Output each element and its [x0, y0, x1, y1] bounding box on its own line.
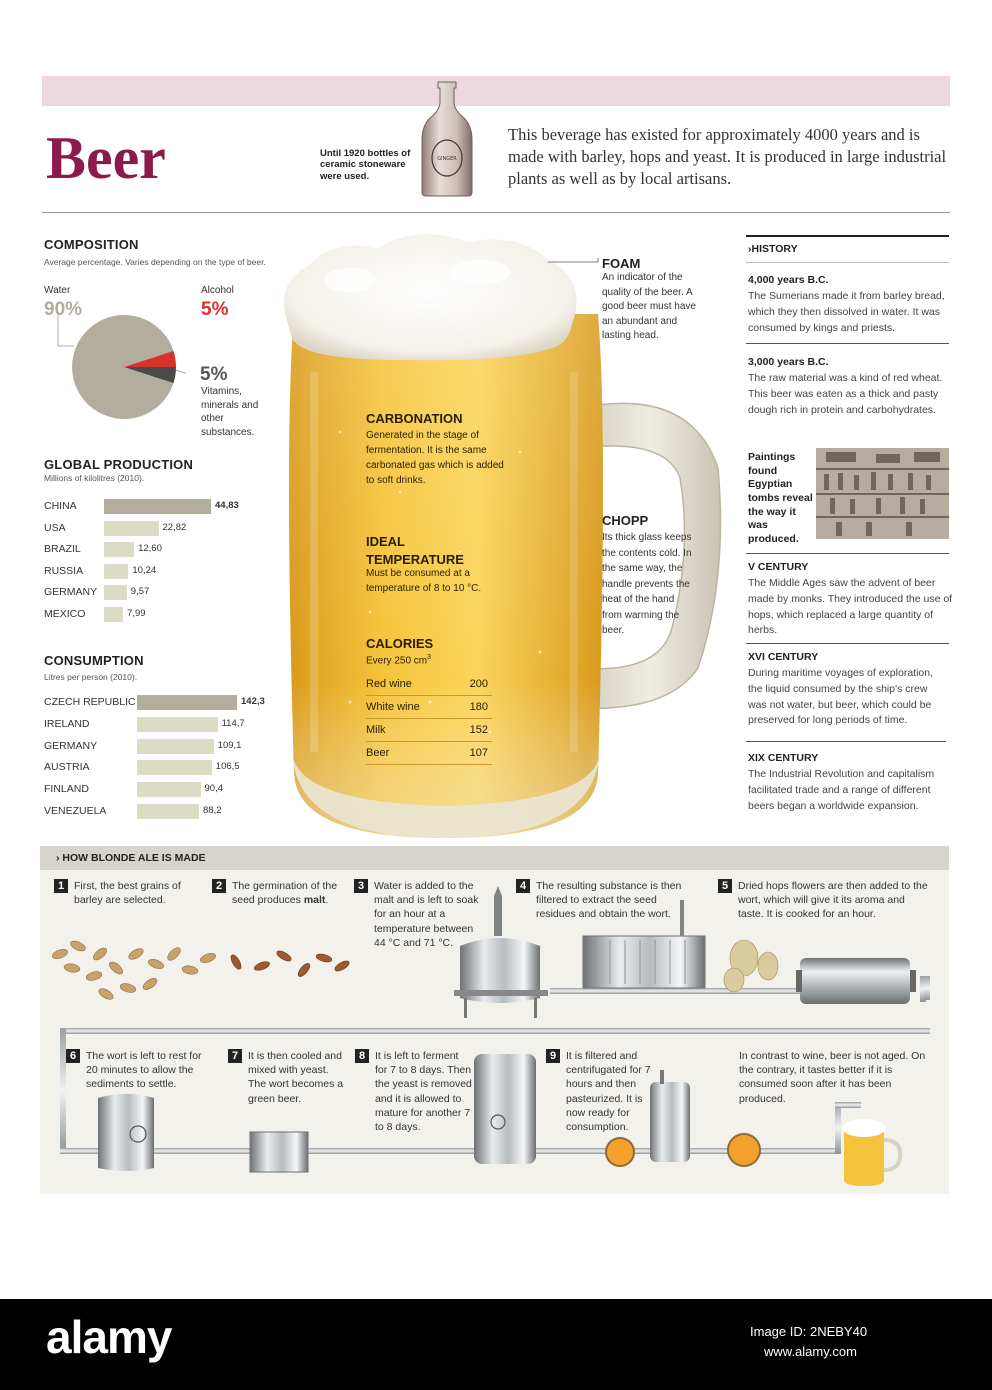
calories-unit-exponent: 3: [427, 654, 432, 661]
other-label: Vitamins, minerals and other substances.: [201, 386, 259, 438]
history-item-title: 3,000 years B.C.: [748, 356, 829, 368]
process-step: [212, 879, 352, 907]
bar-row: [44, 498, 294, 516]
process-step: [354, 879, 494, 950]
bar-row: [44, 694, 294, 712]
step-text: First, the best grains of barley are selected.: [74, 880, 181, 907]
history-item-text: The Industrial Revolution and capitalism facilitated trade and a range of different beers began a worldwide expansion.: [748, 768, 935, 812]
process-step: [546, 1049, 676, 1134]
bar-value-label: 10,24: [132, 564, 157, 576]
page-title: Beer: [46, 125, 166, 191]
bar-value-label: 109,1: [217, 739, 242, 751]
bar-row: [44, 781, 294, 799]
header-divider: [42, 212, 950, 213]
process-step: [66, 1049, 216, 1092]
calories-unit: Every 250 cm: [366, 655, 428, 667]
step-text-emphasis: malt: [303, 894, 326, 907]
history-item-title: XVI CENTURY: [748, 651, 819, 663]
calorie-row: [366, 675, 492, 696]
history-divider: [746, 343, 949, 344]
water-value: 90%: [44, 299, 83, 320]
alcohol-value: 5%: [201, 299, 229, 320]
bar: [104, 607, 123, 622]
history-item-text: During maritime voyages of exploration, the liquid consumed by the ship's crew was not water, but beer, which could be preserved for long periods of time.: [748, 667, 934, 727]
process-step: [54, 879, 204, 907]
bar-category-label: USA: [44, 521, 66, 534]
history-item-text: The Sumerians made it from barley bread, which they then dissolved in water. It was consumed by kings and priests.: [748, 290, 945, 334]
bar-value-label: 44,83: [215, 500, 239, 511]
water-label: Water: [44, 285, 71, 296]
calorie-name: Red wine: [366, 678, 412, 690]
history-item-text: The raw material was a kind of red wheat. This beer was eaten as a thick and pasty dough rich in protein and carbohydrates.: [748, 372, 943, 416]
bar-row: [44, 738, 294, 756]
composition-title: COMPOSITION: [44, 237, 139, 252]
bar: [104, 542, 134, 557]
bar: [104, 521, 159, 536]
step-text: [232, 879, 344, 907]
history-divider: [746, 262, 949, 263]
calorie-value: 200: [469, 678, 488, 690]
bar-value-label: 106,5: [215, 761, 240, 773]
step-number: 2: [212, 879, 226, 893]
process-step: [516, 879, 706, 922]
bar-value-label: 12,60: [138, 543, 162, 555]
alcohol-label: Alcohol: [201, 285, 234, 296]
step-number: 9: [546, 1049, 560, 1063]
step-number: 5: [718, 879, 732, 893]
bar-value-label: 114,7: [221, 717, 245, 729]
bar: [137, 782, 201, 797]
bar-row: [44, 584, 294, 602]
production-title: GLOBAL PRODUCTION: [44, 457, 194, 472]
step-text-part: .: [325, 894, 329, 907]
calorie-value: 152: [469, 724, 488, 736]
bar-row: [44, 803, 294, 821]
bar-value-label: 90,4: [204, 783, 223, 795]
carbonation-title: CARBONATION: [366, 411, 463, 426]
bar-category-label: RUSSIA: [44, 564, 84, 577]
history-item-title: 4,000 years B.C.: [748, 274, 829, 286]
history-header: [748, 243, 798, 255]
bar: [137, 739, 214, 754]
consumption-subtitle: Litres per person (2010).: [44, 672, 138, 682]
ceramic-bottle-illustration: [414, 80, 480, 198]
step-number: 1: [54, 879, 68, 893]
painting-caption: Paintings found Egyptian tombs reveal the way it was produced.: [748, 451, 813, 545]
production-subtitle: Millions of kilolitres (2010).: [44, 473, 145, 483]
footer-site: www.alamy.com: [764, 1344, 857, 1359]
calories-title: CALORIES: [366, 636, 434, 651]
carbonation-text: Generated in the stage of fermentation. It is the same carbonated gas which is added to soft drinks.: [366, 430, 504, 486]
bar-category-label: GERMANY: [44, 739, 98, 752]
footer-image-id: Image ID: 2NEBY40: [750, 1324, 868, 1339]
bar-row: [44, 563, 294, 581]
bar-row: [44, 606, 294, 624]
bar: [137, 804, 199, 819]
step-text: The resulting substance is then filtered to extract the seed residues and obtain the wort.: [536, 880, 682, 921]
process-title: HOW BLONDE ALE IS MADE: [62, 852, 206, 864]
calorie-value: 107: [469, 747, 488, 759]
calorie-name: Milk: [366, 724, 386, 736]
bar-value-label: 88,2: [203, 805, 222, 816]
calorie-row: [366, 744, 492, 765]
step-number: 3: [354, 879, 368, 893]
history-rule: [746, 235, 949, 237]
step-number: 4: [516, 879, 530, 893]
bar-value-label: 9,57: [130, 586, 150, 598]
bar: [104, 585, 127, 600]
step-number: 6: [66, 1049, 80, 1063]
history-divider: [746, 553, 949, 554]
bar-value-label: 7,99: [127, 608, 146, 619]
intro-text: This beverage has existed for approximately 4000 years and is made with barley, hops and yeast. It is produced in large industrial plants as well as by local artisans.: [508, 125, 947, 188]
step-text: Dried hops flowers are then added to the wort, which will give it its aroma and taste. It is cooked for an hour.: [738, 880, 928, 921]
bar-value-label: 142,3: [241, 696, 265, 707]
bar-category-label: MEXICO: [44, 608, 86, 620]
process-header: [56, 852, 206, 864]
bar-category-label: IRELAND: [44, 717, 90, 730]
history-divider: [746, 741, 946, 742]
chevron-right-icon: ›: [56, 852, 63, 864]
bar-category-label: FINLAND: [44, 783, 89, 796]
process-step: [718, 879, 938, 922]
composition-subtitle: Average percentage. Varies depending on the type of beer.: [44, 257, 266, 267]
header-band: [42, 76, 950, 106]
consumption-title: CONSUMPTION: [44, 653, 144, 668]
process-step: [355, 1049, 485, 1134]
bar-row: [44, 520, 294, 538]
step-text: It is then cooled and mixed with yeast. The wort becomes a green beer.: [248, 1050, 344, 1105]
history-item-title: XIX CENTURY: [748, 752, 819, 764]
bar: [137, 717, 218, 732]
bar-category-label: BRAZIL: [44, 543, 81, 556]
chopp-text: Its thick glass keeps the contents cold. In the same way, the handle prevents the heat of the hand from warming the beer.: [602, 532, 692, 636]
calorie-row: [366, 698, 492, 719]
foam-text: An indicator of the quality of the beer. A good beer must have an abundant and lasting head.: [602, 272, 696, 341]
step-text: Water is added to the malt and is left to soak for an hour at a temperature between 44 °C and 71 °C.: [374, 880, 479, 949]
history-item-text: The Middle Ages saw the advent of beer made by monks. They introduced the use of hops, which replaced a large quantity of herbs.: [748, 577, 953, 637]
egyptian-painting-image: [816, 448, 949, 539]
bar-row: [44, 541, 294, 559]
process-step: [228, 1049, 358, 1106]
bar: [137, 695, 237, 710]
bar-value-label: 22,82: [162, 521, 187, 533]
step-text-part: The germination of the seed produces: [232, 880, 338, 907]
bar-row: [44, 759, 294, 777]
bar-category-label: CHINA: [44, 500, 77, 512]
svg-text:GINGER: GINGER: [437, 156, 457, 162]
bar-category-label: CZECH REPUBLIC: [44, 696, 136, 708]
step-text: It is filtered and centrifugated for 7 hours and then pasteurized. It is now ready for consumption.: [566, 1050, 651, 1133]
other-value: 5%: [200, 364, 228, 385]
bar-category-label: AUSTRIA: [44, 761, 90, 774]
chopp-title: CHOPP: [602, 513, 649, 528]
calorie-name: Beer: [366, 747, 390, 759]
calorie-name: White wine: [366, 701, 420, 713]
step-text: The wort is left to rest for 20 minutes to allow the sediments to settle.: [86, 1050, 202, 1091]
step-text: It is left to ferment for 7 to 8 days. Then the yeast is removed and it is allowed to mature for another 7 to 8 days.: [375, 1050, 472, 1133]
calories-subtitle: [366, 653, 431, 668]
bar-category-label: VENEZUELA: [44, 805, 107, 817]
step-number: 8: [355, 1049, 369, 1063]
step-number: 7: [228, 1049, 242, 1063]
temperature-title: IDEAL TEMPERATURE: [366, 534, 464, 568]
bar: [104, 499, 211, 514]
closing-note: In contrast to wine, beer is not aged. On the contrary, it tastes better if it is consumed soon after it has been produced.: [739, 1050, 926, 1105]
footer-logo: alamy: [46, 1311, 172, 1363]
history-title: HISTORY: [751, 243, 798, 255]
composition-pie-chart: [56, 310, 186, 426]
foam-title: FOAM: [602, 256, 641, 271]
bottle-caption: Until 1920 bottles of ceramic stoneware were used.: [320, 148, 411, 182]
bar: [104, 564, 128, 579]
history-divider: [746, 643, 949, 644]
bar-category-label: GERMANY: [44, 586, 98, 599]
bar: [137, 760, 212, 775]
bar-row: [44, 716, 294, 734]
history-item-title: V CENTURY: [748, 561, 809, 573]
calorie-row: [366, 721, 492, 742]
chevron-right-icon: ›: [748, 243, 752, 255]
calorie-value: 180: [469, 701, 488, 713]
temperature-text: Must be consumed at a temperature of 8 to 10 °C.: [366, 568, 482, 594]
